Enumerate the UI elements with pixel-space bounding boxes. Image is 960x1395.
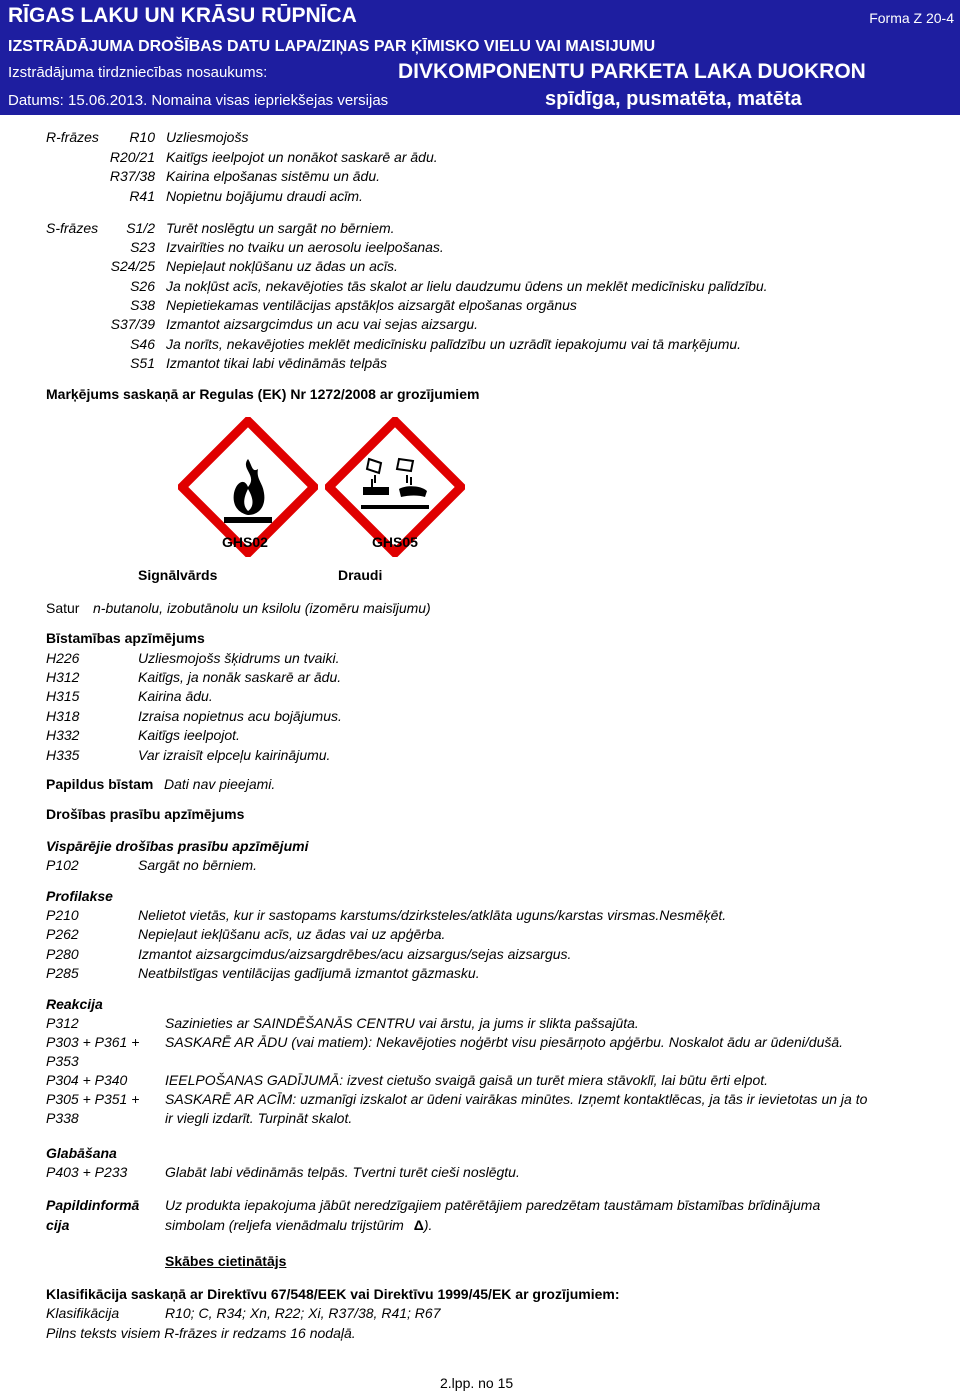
precaution-text: Nepieļaut iekļūšanu acīs, uz ādas vai uz apģērba. (138, 926, 446, 942)
precaution-code: P304 + P340 (46, 1072, 128, 1088)
precaution-code: P403 + P233 (46, 1164, 128, 1180)
r-phrase-code: R41 (129, 188, 155, 204)
s-phrase-text: Nepietiekamas ventilācijas apstākļos aizsargāt elpošanas orgānus (166, 297, 577, 313)
contains-label: Satur (46, 600, 80, 616)
company-name: RĪGAS LAKU UN KRĀSU RŪPNĪCA (8, 4, 357, 27)
precaution-text: Sazinieties ar SAINDĒŠANĀS CENTRU vai ārstu, ja jums ir slikta pašsajūta. (165, 1015, 639, 1031)
s-phrase-code: S1/2 (126, 220, 155, 236)
s-phrase-code: S46 (130, 336, 155, 352)
s-phrase-text: Ja nokļūst acīs, nekavējoties tās skalot ar lielu daudzumu ūdens un meklēt medicīnisku palīdzību. (166, 278, 768, 294)
hazard-text: Var izraisīt elpceļu kairinājumu. (138, 747, 331, 763)
page-number: 2.lpp. no 15 (440, 1375, 514, 1391)
acid-indicator: Skābes cietinātājs (165, 1253, 287, 1269)
precaution-text: IEELPOŠANAS GADĪJUMĀ: izvest cietušo svaigā gaisā un turēt miera stāvoklī, lai būtu ērti elpot. (165, 1072, 769, 1088)
s-phrase-text: Nepieļaut nokļūšanu uz ādas un acīs. (166, 258, 398, 274)
trade-name-label: Izstrādājuma tirdzniecības nosaukums: (8, 64, 268, 81)
hazard-text: Izraisa nopietnus acu bojājumus. (138, 708, 342, 724)
r-phrase-code: R10 (129, 129, 155, 145)
signal-word-label: Signālvārds (138, 567, 218, 583)
response-title: Reakcija (46, 996, 103, 1012)
s-phrase-text: Turēt noslēgtu un sargāt no bērniem. (166, 220, 395, 236)
s-phrase-code: S24/25 (110, 258, 155, 274)
hazard-text: Kairina ādu. (138, 688, 213, 704)
precaution-text: Glabāt labi vēdināmās telpās. Tvertni turēt cieši noslēgtu. (165, 1164, 520, 1180)
s-phrase-text: Izmantot tikai labi vēdināmās telpās (166, 355, 387, 371)
precaution-code: P285 (46, 965, 79, 981)
r-phrase-text: Kairina elpošanas sistēmu un ādu. (166, 168, 381, 184)
labeling-title: Marķējums saskaņā ar Regulas (EK) Nr 1272/2008 ar grozījumiem (46, 386, 480, 402)
s-phrase-code: S26 (130, 278, 155, 294)
hazard-text: Kaitīgs ieelpojot. (138, 727, 240, 743)
precaution-code: P305 + P351 + (46, 1091, 140, 1107)
pictogram-code: GHS05 (372, 534, 418, 550)
s-phrase-code: S38 (130, 297, 155, 313)
s-phrase-text: Ja norīts, nekavējoties meklēt medicīnisku palīdzību un uzrādīt iepakojumu vai tā marķējumu. (166, 336, 742, 352)
r-phrase-text: Uzliesmojošs (166, 129, 249, 145)
precaution-text: Nelietot vietās, kur ir sastopams karstums/dzirksteles/atklāta uguns/karstas virsmas.Nesmēķēt. (138, 907, 727, 923)
precaution-code: P280 (46, 946, 79, 962)
precaution-code: P353 (46, 1053, 79, 1069)
signal-word: Draudi (338, 567, 383, 583)
extra-info-title: Papildinformā (46, 1197, 140, 1213)
storage-title: Glabāšana (46, 1145, 117, 1161)
hazard-code: H315 (46, 688, 80, 704)
extra-info-title-cont: cija (46, 1217, 70, 1233)
form-code: Forma Z 20-4 (869, 10, 954, 26)
s-phrase-code: S51 (130, 355, 155, 371)
precaution-code: P312 (46, 1015, 79, 1031)
extra-info-text-end: ). (423, 1217, 433, 1233)
precaution-code: P210 (46, 907, 79, 923)
hazard-text: Uzliesmojošs šķidrums un tvaiki. (138, 650, 340, 666)
trade-name: DIVKOMPONENTU PARKETA LAKA DUOKRON (398, 60, 866, 83)
r-phrase-code: R37/38 (109, 168, 155, 184)
precaution-code: P338 (46, 1110, 79, 1126)
precaution-text: Sargāt no bērniem. (138, 857, 258, 873)
s-phrase-code: S37/39 (110, 316, 155, 332)
r-phrase-text: Kaitīgs ieelpojot un nonākot saskarē ar ādu. (166, 149, 438, 165)
s-phrases-label: S-frāzes (46, 220, 99, 236)
pictogram-code: GHS02 (222, 534, 268, 550)
r-phrases-label: R-frāzes (46, 129, 99, 145)
precaution-text: Izmantot aizsargcimdus/aizsargdrēbes/acu aizsargus/sejas aizsargus. (138, 946, 572, 962)
extra-info-text: Uz produkta iepakojuma jābūt neredzīgajiem patērētājiem paredzētam taustāmam bīstamības brīdinājuma (165, 1197, 821, 1213)
r-phrase-code: R20/21 (109, 149, 155, 165)
hazard-title: Bīstamības apzīmējums (46, 630, 205, 646)
precaution-text: Neatbilstīgas ventilācijas gadījumā izmantot gāzmasku. (138, 965, 480, 981)
precaution-code: P303 + P361 + (46, 1034, 140, 1050)
precaution-text: ir viegli izdarīt. Turpināt skalot. (165, 1110, 353, 1126)
extra-info-text-cont (165, 1217, 432, 1233)
delta-symbol: Δ (413, 1217, 424, 1233)
extra-info-text-part: simbolam (reljefa vienādmalu trijstūrim (165, 1217, 404, 1233)
classification-note: Pilns teksts visiem R-frāzes ir redzams 16 nodaļā. (46, 1325, 356, 1341)
hazard-code: H312 (46, 669, 80, 685)
additional-hazard-text: Dati nav pieejami. (164, 776, 276, 792)
precaution-code: P102 (46, 857, 79, 873)
s-phrase-text: Izmantot aizsargcimdus un acu vai sejas aizsargu. (166, 316, 479, 332)
prevention-title: Profilakse (46, 888, 113, 904)
classification-label: Klasifikācija (46, 1305, 120, 1321)
s-phrase-text: Izvairīties no tvaiku un aerosolu ieelpošanas. (166, 239, 444, 255)
product-variants: spīdīga, pusmatēta, matēta (545, 88, 802, 110)
classification-value: R10; C, R34; Xn, R22; Xi, R37/38, R41; R67 (165, 1305, 441, 1321)
additional-hazard-label: Papildus bīstam (46, 776, 154, 792)
contains-text: n-butanolu, izobutānolu un ksilolu (izomēru maisījumu) (93, 600, 431, 616)
general-precaution-title: Vispārējie drošības prasību apzīmējumi (46, 838, 309, 854)
precaution-text: SASKARĒ AR ACĪM: uzmanīgi izskalot ar ūdeni vairākas minūtes. Izņemt kontaktlēcas, ja tās ir ievietotas un ja to (165, 1091, 868, 1107)
precaution-text: SASKARĒ AR ĀDU (vai matiem): Nekavējoties noģērbt visu piesārņoto apģērbu. Noskalot ādu ar ūdeni/dušā. (165, 1034, 844, 1050)
r-phrase-text: Nopietnu bojājumu draudi acīm. (166, 188, 363, 204)
document-title: IZSTRĀDĀJUMA DROŠĪBAS DATU LAPA/ZIŅAS PAR ĶĪMISKO VIELU VAI MAISIJUMU (8, 38, 656, 55)
hazard-code: H226 (46, 650, 80, 666)
hazard-code: H332 (46, 727, 80, 743)
hazard-code: H335 (46, 747, 80, 763)
precaution-code: P262 (46, 926, 79, 942)
s-phrase-code: S23 (130, 239, 155, 255)
hazard-text: Kaitīgs, ja nonāk saskarē ar ādu. (138, 669, 342, 685)
document-header (0, 0, 960, 115)
revision-date: Datums: 15.06.2013. Nomaina visas iepriekšejas versijas (8, 92, 389, 109)
classification-title: Klasifikācija saskaņā ar Direktīvu 67/548/EEK vai Direktīvu 1999/45/EK ar grozījumiem: (46, 1286, 620, 1302)
hazard-code: H318 (46, 708, 80, 724)
precaution-title: Drošības prasību apzīmējums (46, 806, 245, 822)
